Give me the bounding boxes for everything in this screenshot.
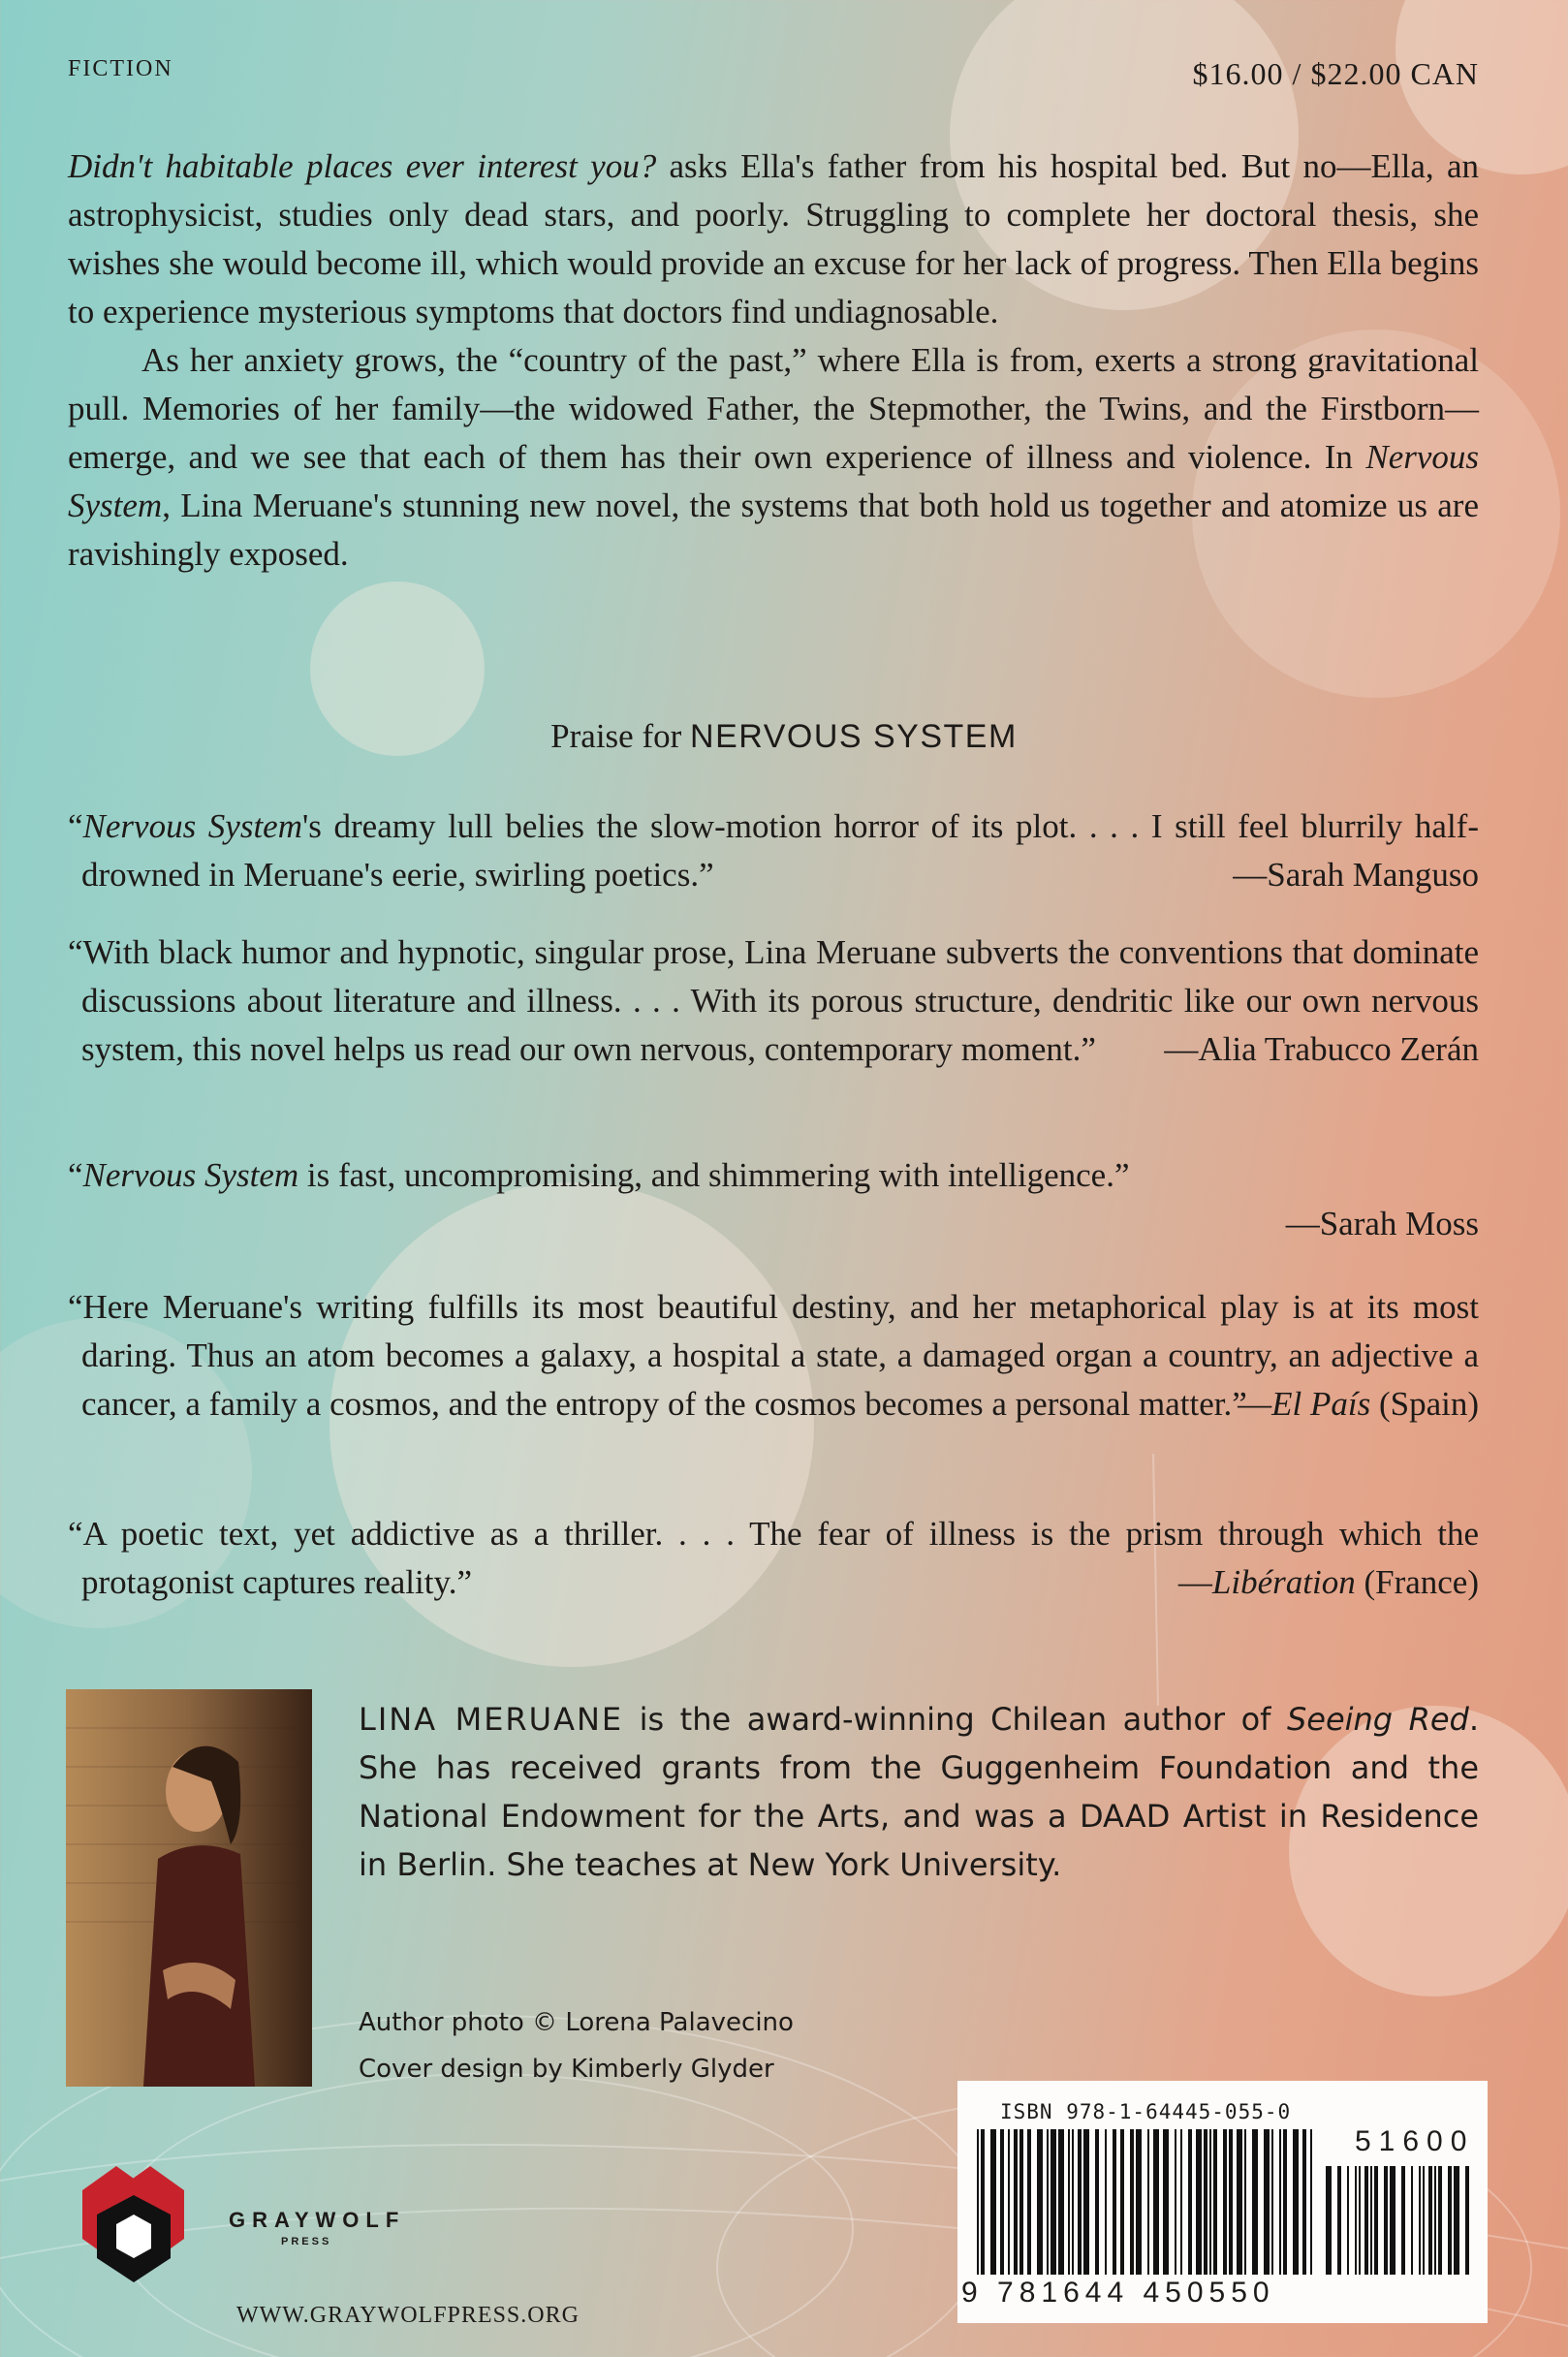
quote-open-mark: “ — [68, 807, 83, 845]
barcode-bar — [1252, 2129, 1258, 2275]
quote-attribution: —Alia Trabucco Zerán — [1164, 1030, 1479, 1068]
barcode-bar — [1454, 2166, 1459, 2275]
barcode-bar — [1337, 2166, 1341, 2275]
barcode-bar — [1465, 2166, 1469, 2275]
praise-quote — [68, 1283, 1479, 1429]
praise-quote — [68, 928, 1479, 1074]
attribution-dash: — — [1177, 1563, 1212, 1601]
barcode-bar — [1438, 2166, 1442, 2275]
barcode-digits: 9 781644 450550 — [961, 2277, 1275, 2309]
barcode-bar — [1271, 2129, 1273, 2275]
praise-heading — [0, 717, 1568, 756]
barcode-bar — [1188, 2129, 1192, 2275]
quote-attribution: —Sarah Moss — [1285, 1205, 1479, 1242]
barcode-bar — [1113, 2129, 1116, 2275]
barcode-bar — [1279, 2129, 1281, 2275]
publisher-sub: PRESS — [281, 2236, 332, 2247]
photo-credit: Author photo © Lorena Palavecino — [359, 2008, 794, 2037]
barcode-bar — [1411, 2166, 1413, 2275]
genre-label: FICTION — [68, 56, 173, 81]
barcode-bar — [1051, 2129, 1056, 2275]
author-silhouette — [66, 1689, 312, 2087]
barcode-bar — [1374, 2166, 1378, 2275]
barcode-bar — [1105, 2129, 1107, 2275]
quote-text: “With black humor and hypnotic, singular prose, Lina Meruane subverts the conventions that dominate discussions about literature and illness. . . . With its porous structure, dendritic like our own nervous system, this novel helps us read our own nervous, contemporary moment.” — [68, 933, 1479, 1068]
barcode-bar — [1000, 2129, 1004, 2275]
barcode-bar — [1014, 2129, 1018, 2275]
barcode-bar — [1196, 2129, 1202, 2275]
praise-quote — [68, 802, 1479, 899]
book-description — [68, 142, 1479, 579]
quote-book-title: Nervous System — [82, 807, 302, 845]
barcode-bar — [1229, 2129, 1233, 2275]
barcode-bar — [990, 2129, 996, 2275]
barcode-bar — [1213, 2129, 1217, 2275]
attribution-country: (Spain) — [1370, 1385, 1479, 1423]
description-opening-question: Didn't habitable places ever interest you? — [68, 147, 657, 185]
barcode-bars — [977, 2129, 1316, 2275]
description-p2-text-a: As her anxiety grows, the “country of the past,” where Ella is from, exerts a strong gravitational pull. Memories of her family—the widowed Father, the Stepmother, the Twins, and the Firstborn—emerge, and we see that each of them has their own experience of illness and violence. In — [68, 341, 1479, 476]
barcode-bar — [1310, 2129, 1312, 2275]
barcode-bar — [1058, 2129, 1064, 2275]
barcode-bar — [1068, 2129, 1070, 2275]
barcode-bar — [1083, 2129, 1089, 2275]
description-p2-text-b: , Lina Meruane's stunning new novel, the systems that both hold us together and atomize us are ravishingly exposed. — [68, 487, 1479, 573]
barcode-bar — [1163, 2129, 1169, 2275]
barcode-bar — [1027, 2129, 1031, 2275]
barcode-bar — [1147, 2129, 1149, 2275]
author-previous-book: Seeing Red — [1286, 1701, 1469, 1738]
barcode-bar — [1283, 2129, 1287, 2275]
quote-open-mark: “ — [68, 1156, 83, 1194]
praise-heading-prefix: Praise for — [550, 717, 691, 755]
author-bio — [359, 1695, 1479, 1889]
barcode-bar — [1390, 2166, 1396, 2275]
barcode-bar — [1019, 2129, 1023, 2275]
author-bio-text-b: . She has received grants from the Guggenheim Foundation and the National Endowment for the Arts, and was a DAAD Artist in Residence in Berlin. She teaches at New York University. — [359, 1701, 1480, 1883]
barcode-bar — [1326, 2166, 1332, 2275]
barcode-bar — [1047, 2129, 1049, 2275]
credits — [359, 1999, 794, 2092]
description-paragraph — [68, 142, 1479, 336]
graywolf-logo — [78, 2161, 213, 2297]
price-barcode-bars — [1326, 2166, 1471, 2302]
barcode-bar — [1078, 2129, 1082, 2275]
isbn-label: ISBN 978-1-64445-055-0 — [1000, 2100, 1292, 2123]
quote-text: “Here Meruane's writing fulfills its most beautiful destiny, and her metaphorical play is at its most daring. Thus an atom becomes a galaxy, a hospital a state, a damaged organ a country, an adjective a cancer, a family a cosmos, and the entropy of the cosmos becomes a personal matter.” — [68, 1288, 1479, 1423]
description-book-title: Nervous System — [68, 438, 1479, 524]
quote-attribution — [1177, 1558, 1479, 1607]
barcode-bar — [1037, 2129, 1043, 2275]
quote-attribution — [1238, 1380, 1479, 1429]
barcode-bar — [981, 2129, 985, 2275]
publisher-name: GRAYWOLF — [229, 2208, 406, 2232]
barcode-bar — [1237, 2129, 1242, 2275]
barcode-bar — [1095, 2129, 1099, 2275]
barcode-bar — [1209, 2129, 1211, 2275]
barcode-bar — [1293, 2129, 1299, 2275]
barcode-bar — [1153, 2129, 1159, 2275]
description-p1-text: asks Ella's father from his hospital bed. But no—Ella, an astrophysicist, studies only dead stars, and poorly. Struggling to complete her doctoral thesis, she wishes she would become ill, which would provide an excuse for her lack of progress. Then Ella begins to experience mysterious symptoms that doctors find undiagnosable. — [68, 147, 1479, 330]
attribution-source: El País — [1271, 1385, 1371, 1423]
barcode-bar — [1359, 2166, 1361, 2275]
barcode-bar — [1136, 2129, 1142, 2275]
barcode-bar — [1384, 2166, 1388, 2275]
barcode-bar — [977, 2129, 979, 2275]
price-label: $16.00 / $22.00 CAN — [1192, 56, 1479, 91]
quote-text: is fast, uncompromising, and shimmering with intelligence.” — [298, 1156, 1130, 1194]
barcode-bar — [1175, 2129, 1176, 2275]
author-name: LINA MERUANE — [359, 1701, 624, 1738]
barcode-bar — [1120, 2129, 1124, 2275]
author-bio-text-a: is the award-winning Chilean author of — [623, 1701, 1287, 1738]
quote-attribution: —Sarah Manguso — [1233, 856, 1479, 894]
attribution-source: Libération — [1211, 1563, 1356, 1601]
cover-credit: Cover design by Kimberly Glyder — [359, 2055, 774, 2084]
author-photo — [66, 1689, 312, 2087]
quote-text: 's dreamy lull belies the slow-motion horror of its plot. . . . I still feel blurrily half-drowned in Meruane's eerie, swirling poetics.” — [81, 807, 1479, 894]
barcode-bar — [1072, 2129, 1074, 2275]
barcode-bar — [1008, 2129, 1010, 2275]
barcode-bar — [1355, 2166, 1357, 2275]
barcode-bar — [1204, 2129, 1207, 2275]
quote-text: “A poetic text, yet addictive as a thriller. . . . The fear of illness is the prism through which the protagonist captures reality.” — [68, 1515, 1479, 1601]
barcode-bar — [1428, 2166, 1432, 2275]
barcode-bar — [1180, 2129, 1182, 2275]
barcode-bar — [1244, 2129, 1246, 2275]
barcode-box — [957, 2081, 1488, 2323]
barcode-bar — [1347, 2166, 1349, 2275]
barcode-bar — [1223, 2129, 1227, 2275]
attribution-country: (France) — [1355, 1563, 1479, 1601]
publisher-website: WWW.GRAYWOLFPRESS.ORG — [236, 2303, 580, 2328]
attribution-dash: — — [1238, 1385, 1272, 1423]
barcode-bar — [1434, 2166, 1436, 2275]
barcode-bar — [1423, 2166, 1425, 2275]
price-code: 51600 — [1355, 2125, 1475, 2157]
barcode-bar — [1401, 2166, 1405, 2275]
description-paragraph — [68, 336, 1479, 579]
barcode-bar — [1264, 2129, 1270, 2275]
praise-quote — [68, 1151, 1479, 1248]
barcode-bar — [1302, 2129, 1306, 2275]
quote-book-title: Nervous System — [82, 1156, 299, 1194]
barcode-bar — [1130, 2129, 1134, 2275]
praise-heading-title: NERVOUS SYSTEM — [690, 718, 1018, 755]
barcode-bar — [1448, 2166, 1452, 2275]
barcode-bar — [1364, 2166, 1368, 2275]
barcode-bar — [1419, 2166, 1421, 2275]
praise-quote — [68, 1510, 1479, 1607]
barcode-bar — [1370, 2166, 1372, 2275]
